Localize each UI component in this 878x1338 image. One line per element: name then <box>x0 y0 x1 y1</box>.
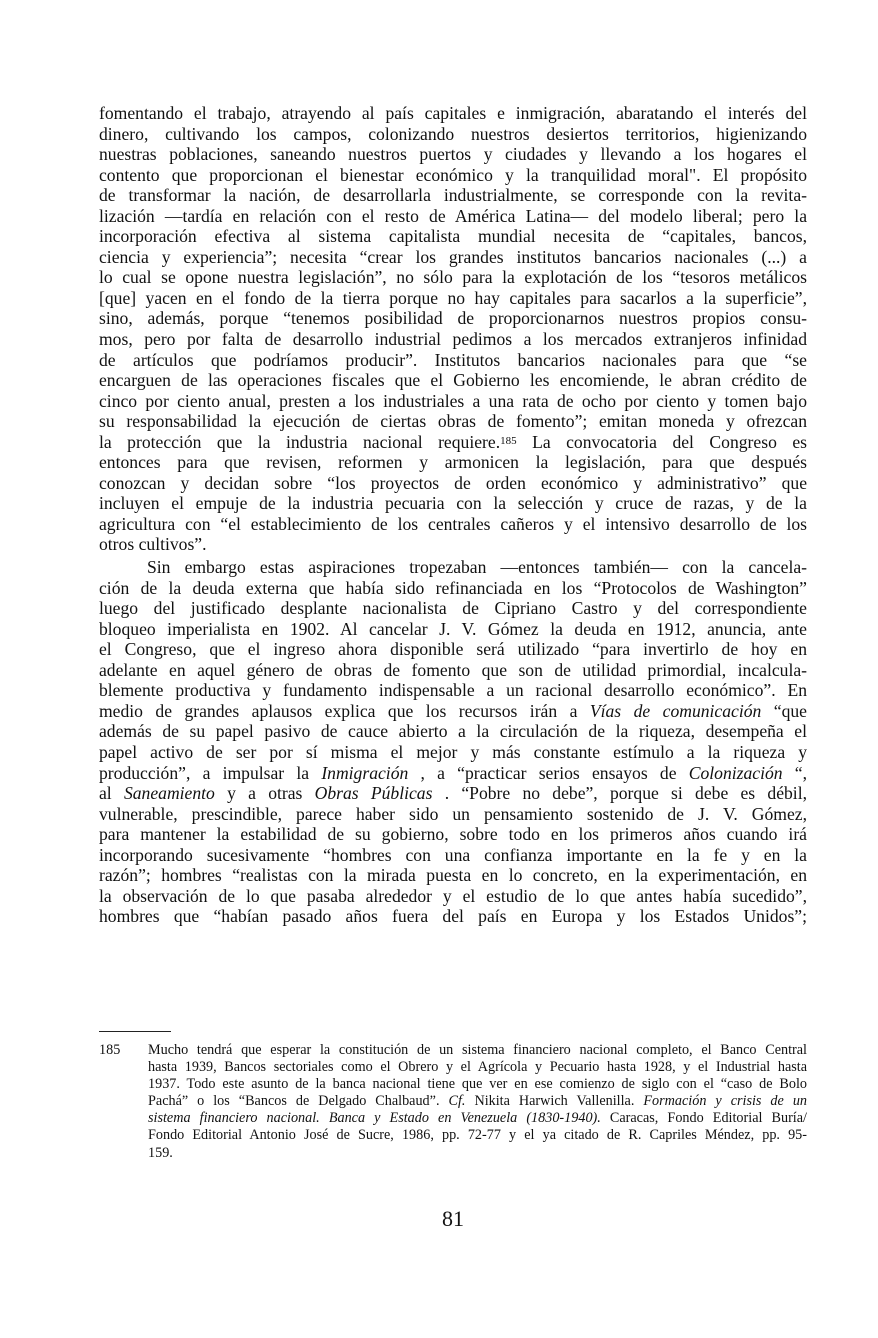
text-line: sino, además, porque “tenemos posibilidad de proporcionarnos nuestros propios consu- <box>99 308 807 329</box>
text-segment: “que <box>761 700 807 721</box>
text-line <box>99 701 807 722</box>
text-line: papel activo de ser por sí misma el mejor y más constante estímulo a la riqueza y <box>99 741 807 762</box>
text-line: Sin embargo estas aspiraciones tropezaban —entonces también— con la cancela- <box>147 557 807 578</box>
text-line: lización —tardía en relación con el resto de América Latina— del modelo liberal; pero la <box>99 205 807 226</box>
page-body <box>99 103 807 927</box>
paragraph-1 <box>99 103 807 555</box>
italic-term: Saneamiento <box>123 783 215 804</box>
text-line: cinco por ciento anual, presten a los industriales a una rata de ocho por ciento y tomen bajo <box>99 390 807 411</box>
footnote-number: 185 <box>99 1042 121 1058</box>
text-line: blemente productiva y fundamento indispensable a un racional desarrollo económico”. En <box>99 680 807 701</box>
text-line: incorporación efectiva al sistema capitalista mundial necesita de “capitales, bancos, <box>99 226 807 247</box>
footnote-line <box>148 1093 807 1110</box>
paragraph-2 <box>99 557 807 927</box>
text-line: ción de la deuda externa que había sido refinanciada en los “Protocolos de Washington” <box>99 577 807 598</box>
text-segment: medio de grandes aplausos explica que los recursos irán a <box>99 700 590 721</box>
text-segment: Pachá” o los “Bancos de Delgado Chalbaud”. <box>148 1093 449 1110</box>
text-segment: La convocatoria del Congreso es <box>516 431 807 452</box>
text-line-with-footnote-ref <box>99 432 807 453</box>
italic-term: Obras Públicas <box>314 783 433 804</box>
text-line: para mantener la estabilidad de su gobierno, sobre todo en los primeros años cuando irá <box>99 824 807 845</box>
text-line: conozcan y decidan sobre “los proyectos de orden económico y administrativo” que <box>99 472 807 493</box>
footnote-line: hasta 1939, Bancos sectoriales como el Obrero y el Agrícola y Pecuario hasta 1928, y el Industrial hasta <box>148 1059 807 1076</box>
text-line: además de su papel pasivo de cauce abierto a la circulación de la riqueza, desempeña el <box>99 721 807 742</box>
footnote-line: 1937. Todo este asunto de la banca nacional tiene que ver en ese comienzo de siglo con el “caso de Bolo <box>148 1076 807 1093</box>
text-segment: Caracas, Fondo Editorial Buría/ <box>600 1110 807 1127</box>
text-line: contento que proporcionan el bienestar económico y la tranquilidad moral". El propósito <box>99 164 807 185</box>
text-line: luego del justificado desplante nacionalista de Cipriano Castro y del correspondiente <box>99 598 807 619</box>
text-segment: , a “practicar serios ensayos de <box>408 762 689 783</box>
text-line <box>99 763 807 784</box>
text-line: su responsabilidad la ejecución de ciertas obras de fomento”; emitan moneda y ofrezcan <box>99 411 807 432</box>
footnote-line: Mucho tendrá que esperar la constitución de un sistema financiero nacional completo, el Banco Central <box>148 1042 807 1058</box>
book-title: sistema financiero nacional. Banca y Estado en Venezuela (1830-1940). <box>148 1110 601 1127</box>
text-line: incorporando sucesivamente “hombres con una confianza importante en la fe y en la <box>99 844 807 865</box>
text-line: incluyen el empuje de la industria pecuaria con la selección y cruce de razas, y de la <box>99 493 807 514</box>
text-segment: y a otras <box>214 783 315 804</box>
text-line: otros cultivos”. <box>99 534 207 555</box>
text-line: de artículos que podríamos producir”. Institutos bancarios nacionales para que “se <box>99 349 807 370</box>
text-segment: producción”, a impulsar la <box>99 762 322 783</box>
text-segment: la protección que la industria nacional requiere. <box>99 431 501 452</box>
text-segment: Nikita Harwich Vallenilla. <box>465 1093 644 1110</box>
text-line: adelante en aquel género de obras de fomento que son de utilidad primordial, incalcula- <box>99 659 807 680</box>
text-line: de transformar la nación, de desarrollarla industrialmente, se corresponde con la revita- <box>99 185 807 206</box>
text-line: [que] yacen en el fondo de la tierra porque no hay capitales para sacarlos a la superficie”, <box>99 287 807 308</box>
text-line: el Congreso, que el ingreso ahora disponible será utilizado “para invertirlo de hoy en <box>99 639 807 660</box>
footnote-185 <box>99 1042 807 1162</box>
text-line <box>99 783 807 804</box>
text-line: bloqueo imperialista en 1902. Al cancelar J. V. Gómez la deuda en 1912, anuncia, ante <box>99 618 807 639</box>
text-line: fomentando el trabajo, atrayendo al país capitales e inmigración, abaratando el interés del <box>99 103 807 123</box>
text-line: vulnerable, prescindible, parece haber sido un pensamiento sostenido de J. V. Gómez, <box>99 803 807 824</box>
footnote-reference[interactable]: 185 <box>500 434 517 447</box>
text-line: dinero, cultivando los campos, colonizando nuestros desiertos territorios, higienizando <box>99 123 807 144</box>
text-line: ciencia y experiencia”; necesita “crear los grandes institutos bancarios nacionales (...) a <box>99 246 807 267</box>
footnote-divider <box>99 1031 171 1032</box>
text-line: razón”; hombres “realistas con la mirada puesta en lo concreto, en la experimentación, en <box>99 865 807 886</box>
text-line: hombres que “habían pasado años fuera del país en Europa y los Estados Unidos”; <box>99 906 807 927</box>
text-line: nuestras poblaciones, saneando nuestros puertos y ciudades y llevando a los hogares el <box>99 144 807 165</box>
text-line: entonces para que revisen, reformen y armonicen la legislación, para que después <box>99 452 807 473</box>
italic-term: Colonización <box>688 762 783 783</box>
text-line: la observación de lo que pasaba alrededor y el estudio de lo que antes había sucedido”, <box>99 885 807 906</box>
footnote-line: 159. <box>148 1144 173 1161</box>
italic-term: Vías de comunicación <box>589 700 762 721</box>
footnote-line: Fondo Editorial Antonio José de Sucre, 1986, pp. 72-77 y el ya citado de R. Capriles Méndez, pp. 95- <box>148 1127 807 1144</box>
text-segment: . “Pobre no debe”, porque si debe es débil, <box>432 783 807 804</box>
text-segment: “, <box>782 762 808 783</box>
text-line: mos, pero por falta de desarrollo industrial pedimos a los mercados extranjeros infinidad <box>99 329 807 350</box>
text-line: encarguen de las operaciones fiscales que el Gobierno les encomiende, le abran crédito de <box>99 370 807 391</box>
text-segment: al <box>99 783 124 804</box>
italic-term: Inmigración <box>321 762 409 783</box>
text-line: agricultura con “el establecimiento de los centrales cañeros y el intensivo desarrollo de los <box>99 513 807 534</box>
text-line: lo cual se opone nuestra legislación”, no sólo para la explotación de los “tesoros metálicos <box>99 267 807 288</box>
page-number: 81 <box>442 1206 464 1231</box>
footnote-line <box>148 1110 807 1127</box>
footnote-text <box>148 1042 807 1162</box>
italic-term: Cf. <box>448 1093 466 1110</box>
book-title: Formación y crisis de un <box>643 1093 808 1110</box>
